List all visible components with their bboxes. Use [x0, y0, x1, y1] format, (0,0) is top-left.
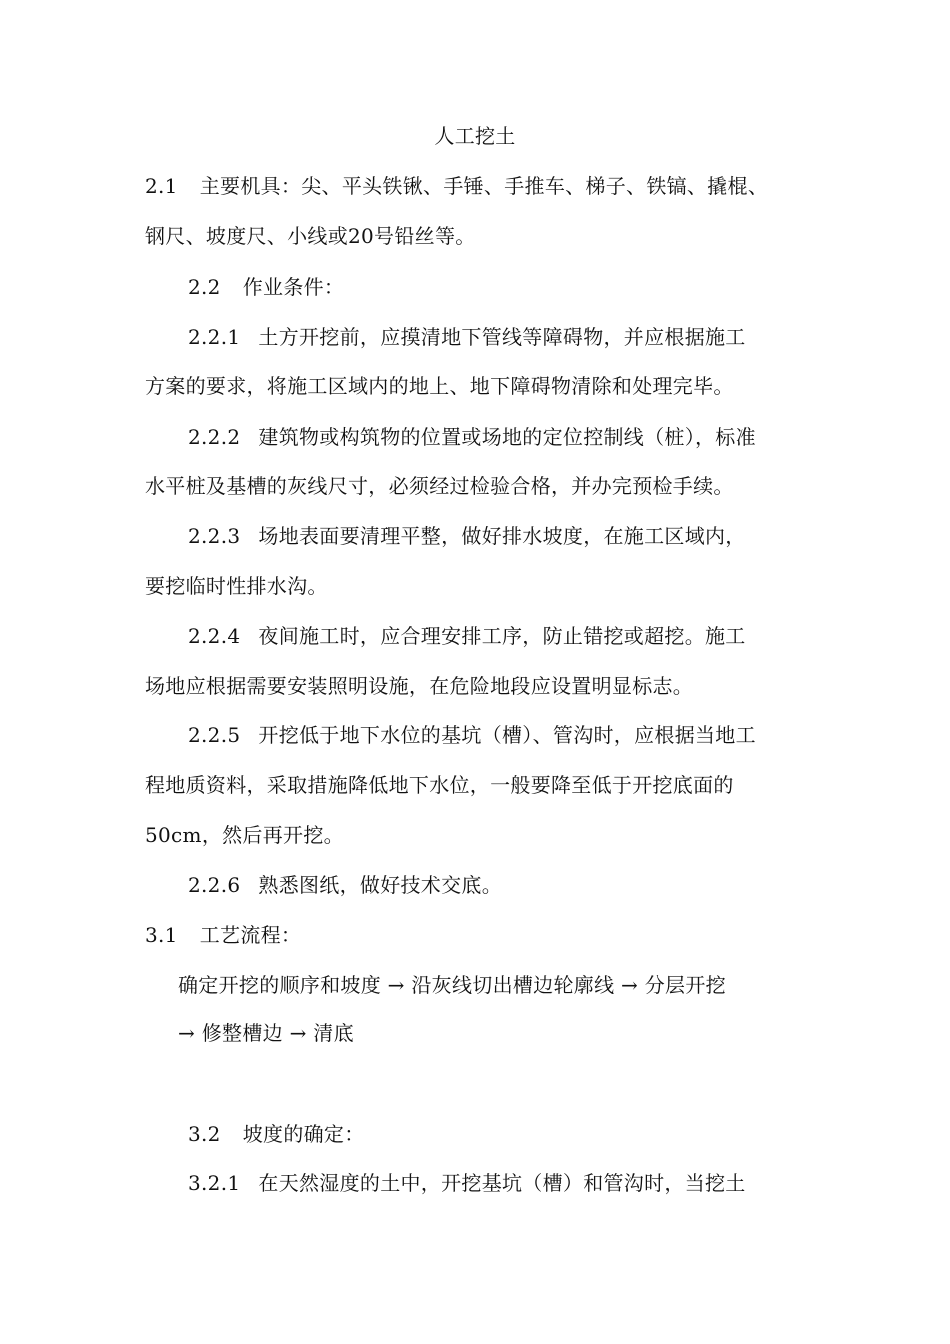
- section-2-2-1-line-1: [188, 324, 815, 350]
- section-text: 坡度的确定：: [242, 1122, 365, 1146]
- section-text: 土方开挖前，应摸清地下管线等障碍物，并应根据施工: [258, 325, 746, 349]
- section-text: 主要机具：尖、平头铁锹、手锤、手推车、梯子、铁镐、撬棍、: [199, 174, 769, 198]
- section-number: 3.2.1: [188, 1171, 241, 1195]
- section-number: 2.2: [188, 275, 221, 299]
- process-flow-line-1: 确定开挖的顺序和坡度 → 沿灰线切出槽边轮廓线 → 分层开挖: [178, 973, 726, 997]
- document-title: 人工挖土: [434, 124, 516, 148]
- section-number: 3.2: [188, 1122, 221, 1146]
- section-3-2-1-line-1: [188, 1170, 815, 1196]
- section-2-2-5-line-3: 50cm，然后再开挖。: [145, 823, 344, 847]
- section-text: 开挖低于地下水位的基坑（槽）、管沟时，应根据当地工: [258, 723, 756, 747]
- section-number: 2.2.1: [188, 325, 241, 349]
- section-2-2-4-line-1: [188, 623, 815, 649]
- process-flow-line-2: → 修整槽边 → 清底: [178, 1021, 354, 1045]
- section-text: 在天然湿度的土中，开挖基坑（槽）和管沟时，当挖土: [258, 1171, 746, 1195]
- section-2-2-3-line-1: [188, 523, 815, 549]
- section-text: 作业条件：: [242, 275, 345, 299]
- section-number: 2.2.2: [188, 425, 241, 449]
- section-2-2-1-line-2: 方案的要求，将施工区域内的地上、地下障碍物清除和处理完毕。: [145, 374, 734, 398]
- section-2-2-heading: [188, 274, 815, 300]
- section-2-2-2-line-1: [188, 424, 815, 450]
- section-2-2-2-line-2: 水平桩及基槽的灰线尺寸，必须经过检验合格，并办完预检手续。: [145, 474, 734, 498]
- section-number: 2.2.3: [188, 524, 241, 548]
- section-text: 夜间施工时，应合理安排工序，防止错挖或超挖。施工: [258, 624, 746, 648]
- section-number: 2.2.5: [188, 723, 241, 747]
- section-number: 2.2.4: [188, 624, 241, 648]
- section-2-2-5-line-1: [188, 722, 815, 748]
- section-text: 工艺流程：: [199, 923, 302, 947]
- section-2-2-6: [188, 872, 815, 898]
- section-number: 2.1: [145, 174, 178, 198]
- section-2-1-line-2: 钢尺、坡度尺、小线或20号铅丝等。: [145, 224, 476, 248]
- section-number: 2.2.6: [188, 873, 241, 897]
- section-number: 3.1: [145, 923, 178, 947]
- section-text: 熟悉图纸，做好技术交底。: [258, 873, 502, 897]
- section-2-2-5-line-2: 程地质资料，采取措施降低地下水位，一般要降至低于开挖底面的: [145, 773, 734, 797]
- section-2-2-4-line-2: 场地应根据需要安装照明设施，在危险地段应设置明显标志。: [145, 674, 694, 698]
- section-text: 场地表面要清理平整，做好排水坡度，在施工区域内，: [258, 524, 746, 548]
- section-2-1-line-1: [145, 173, 815, 199]
- section-text: 建筑物或构筑物的位置或场地的定位控制线（桩），标准: [258, 425, 756, 449]
- section-2-2-3-line-2: 要挖临时性排水沟。: [145, 574, 328, 598]
- section-3-2-heading: [188, 1121, 815, 1147]
- section-3-1-heading: [145, 922, 815, 948]
